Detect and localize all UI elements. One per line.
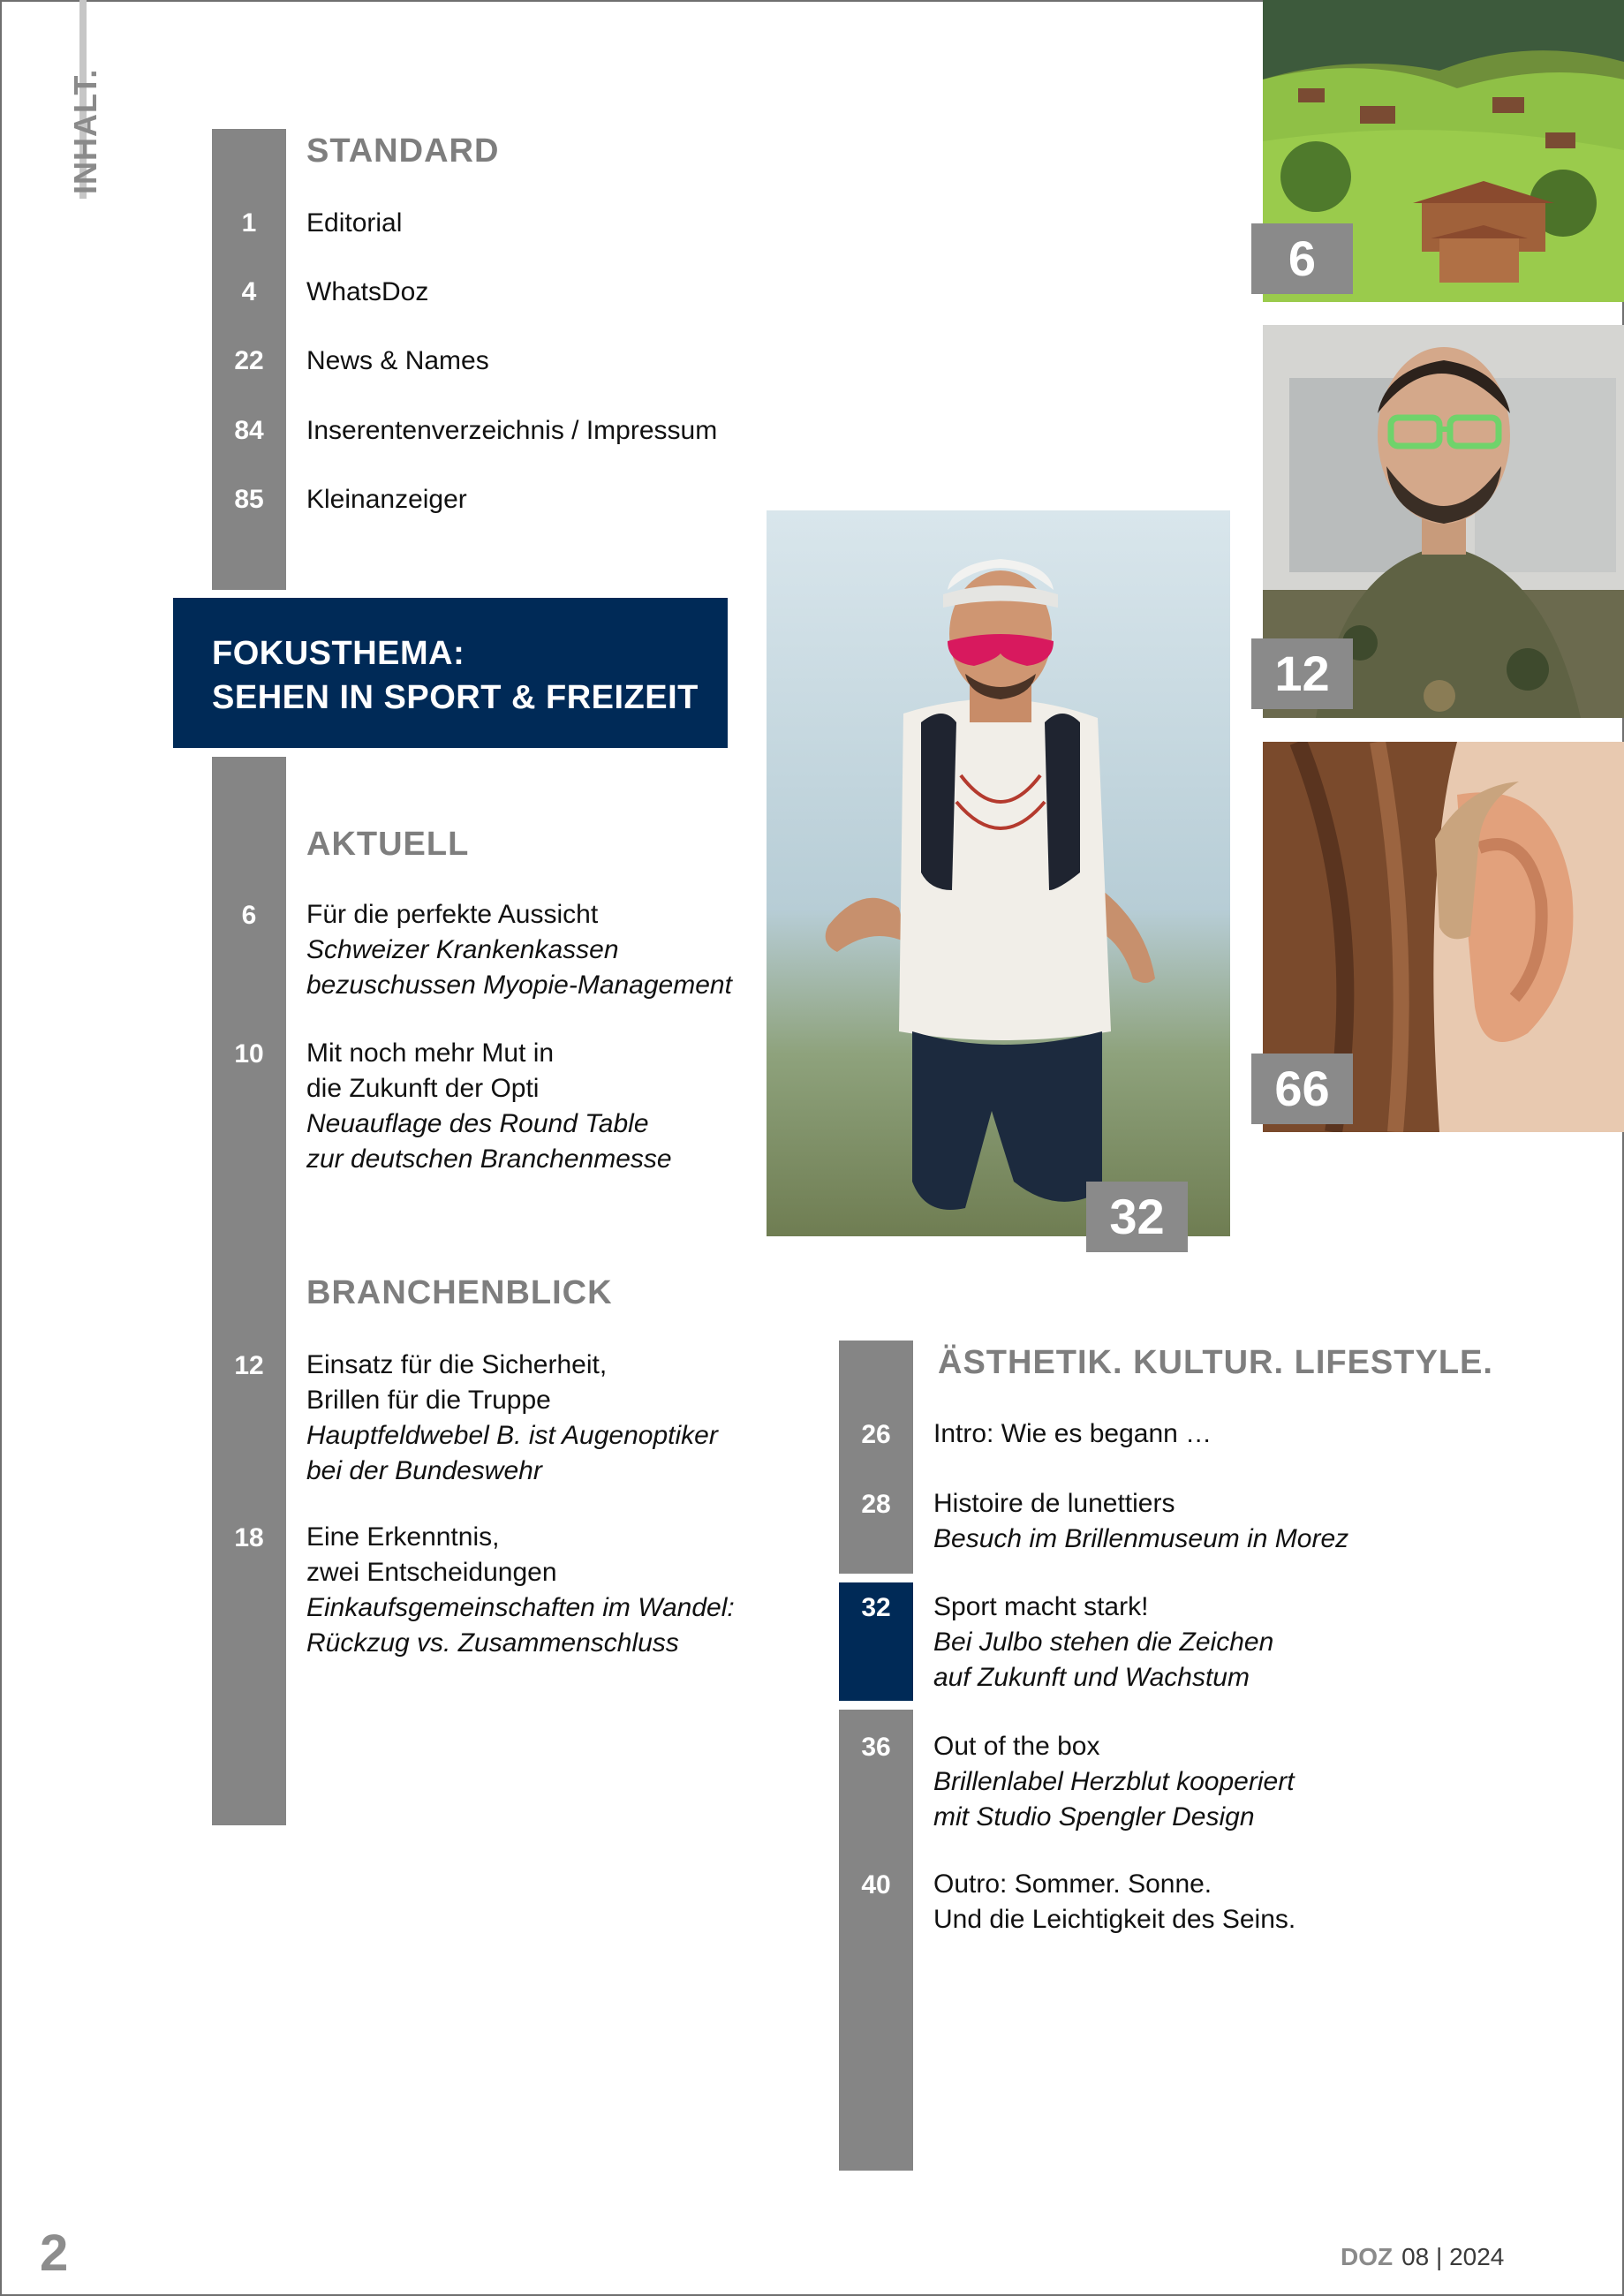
- toc-page-number: 22: [234, 346, 264, 375]
- toc-entry-subtitle: auf Zukunft und Wachstum: [933, 1663, 1250, 1692]
- toc-entry-subtitle: Brillenlabel Herzblut kooperiert: [933, 1767, 1295, 1796]
- focus-theme-banner: [173, 598, 728, 748]
- toc-entry-title: Histoire de lunettiers: [933, 1489, 1175, 1518]
- toc-entry-title: Mit noch mehr Mut in: [306, 1038, 555, 1068]
- toc-entry-subtitle: Einkaufsgemeinschaften im Wandel:: [306, 1593, 735, 1622]
- magazine-brand: DOZ: [1341, 2243, 1394, 2270]
- page-badge: 6: [1251, 223, 1353, 294]
- aktuell-heading: AKTUELL: [306, 826, 470, 863]
- section-label-text: INHALT.: [67, 68, 103, 194]
- toc-entry-kleinanzeiger[interactable]: [306, 482, 467, 517]
- toc-page-number: 4: [241, 277, 257, 306]
- toc-entry-intro[interactable]: [933, 1416, 1212, 1452]
- toc-entry-title: Intro: Wie es begann …: [933, 1419, 1212, 1448]
- branchenblick-heading: BRANCHENBLICK: [306, 1274, 613, 1311]
- lifestyle-heading: ÄSTHETIK. KULTUR. LIFESTYLE.: [938, 1344, 1493, 1381]
- toc-entry-title: WhatsDoz: [306, 277, 429, 306]
- toc-entry-whatsdoz[interactable]: [306, 275, 428, 310]
- toc-entry-news[interactable]: [306, 344, 489, 379]
- toc-entry-title: News & Names: [306, 346, 489, 375]
- toc-entry-box[interactable]: [933, 1729, 1295, 1835]
- toc-entry-aussicht[interactable]: [306, 897, 732, 1003]
- lifestyle-number-bar: [839, 1341, 913, 1574]
- toc-entry-sport[interactable]: [933, 1590, 1273, 1696]
- runner-illustration: [767, 510, 1230, 1236]
- toc-page-number: 85: [234, 485, 264, 514]
- section-label: [46, 0, 103, 199]
- toc-entry-subtitle: Schweizer Krankenkassen: [306, 935, 619, 964]
- toc-entry-subtitle: bei der Bundeswehr: [306, 1456, 542, 1485]
- toc-entry-subtitle: Hauptfeldwebel B. ist Augenoptiker: [306, 1421, 718, 1450]
- toc-page-number: 18: [234, 1523, 264, 1552]
- toc-entry-title: Inserentenverzeichnis / Impressum: [306, 416, 718, 445]
- toc-entry-mut[interactable]: [306, 1036, 672, 1177]
- toc-entry-title: Out of the box: [933, 1732, 1100, 1761]
- toc-entry-subtitle: Neuauflage des Round Table: [306, 1109, 649, 1138]
- page-badge: 12: [1251, 638, 1353, 709]
- toc-page-number: 10: [234, 1039, 264, 1069]
- toc-page-number: 6: [241, 901, 257, 930]
- toc-entry-title: die Zukunft der Opti: [306, 1074, 540, 1103]
- toc-page-number: 84: [234, 416, 264, 445]
- toc-entry-title: Kleinanzeiger: [306, 485, 467, 514]
- toc-entry-title: Einsatz für die Sicherheit,: [306, 1350, 608, 1379]
- standard-heading: STANDARD: [306, 132, 500, 170]
- toc-entry-title: Brillen für die Truppe: [306, 1386, 551, 1415]
- toc-entry-subtitle: Besuch im Brillenmuseum in Morez: [933, 1524, 1349, 1553]
- toc-entry-erkenntnis[interactable]: [306, 1520, 735, 1661]
- toc-entry-title: Outro: Sommer. Sonne.: [933, 1869, 1212, 1899]
- toc-entry-subtitle: zur deutschen Branchenmesse: [306, 1144, 672, 1174]
- toc-page-number: 28: [861, 1490, 891, 1519]
- toc-entry-subtitle: Rückzug vs. Zusammenschluss: [306, 1628, 679, 1658]
- runner-photo[interactable]: [767, 510, 1230, 1236]
- toc-entry-title: zwei Entscheidungen: [306, 1558, 557, 1587]
- toc-entry-impressum[interactable]: [306, 413, 717, 449]
- toc-entry-subtitle: bezuschussen Myopie-Management: [306, 971, 732, 1000]
- toc-entry-histoire[interactable]: [933, 1486, 1348, 1557]
- toc-entry-subtitle: mit Studio Spengler Design: [933, 1802, 1255, 1832]
- toc-page-number: 36: [861, 1733, 891, 1762]
- toc-entry-sicherheit[interactable]: [306, 1348, 718, 1489]
- page-badge: 66: [1251, 1054, 1353, 1124]
- toc-page-number: 26: [861, 1420, 891, 1449]
- toc-entry-subtitle: Bei Julbo stehen die Zeichen: [933, 1628, 1274, 1657]
- toc-page-number: 32: [861, 1593, 891, 1622]
- toc-entry-editorial[interactable]: [306, 206, 402, 241]
- page-badge: 32: [1086, 1182, 1188, 1252]
- lifestyle-number-bar: [839, 1710, 913, 2171]
- toc-page-number: 12: [234, 1351, 264, 1380]
- toc-entry-title: Sport macht stark!: [933, 1592, 1149, 1621]
- toc-entry-title: Und die Leichtigkeit des Seins.: [933, 1905, 1296, 1934]
- toc-entry-title: Für die perfekte Aussicht: [306, 900, 599, 929]
- toc-entry-title: Editorial: [306, 208, 403, 238]
- toc-page-number: 40: [861, 1870, 891, 1899]
- toc-entry-title: Eine Erkenntnis,: [306, 1522, 500, 1552]
- magazine-issue: [1341, 2243, 1504, 2271]
- toc-entry-outro[interactable]: [933, 1867, 1295, 1937]
- page-number: 2: [40, 2224, 69, 2282]
- issue-number: 08 | 2024: [1401, 2243, 1505, 2270]
- toc-page-number: 1: [241, 208, 257, 238]
- focus-theme-line1: FOKUSTHEMA:: [212, 635, 465, 672]
- focus-theme-line2: SEHEN IN SPORT & FREIZEIT: [212, 679, 699, 716]
